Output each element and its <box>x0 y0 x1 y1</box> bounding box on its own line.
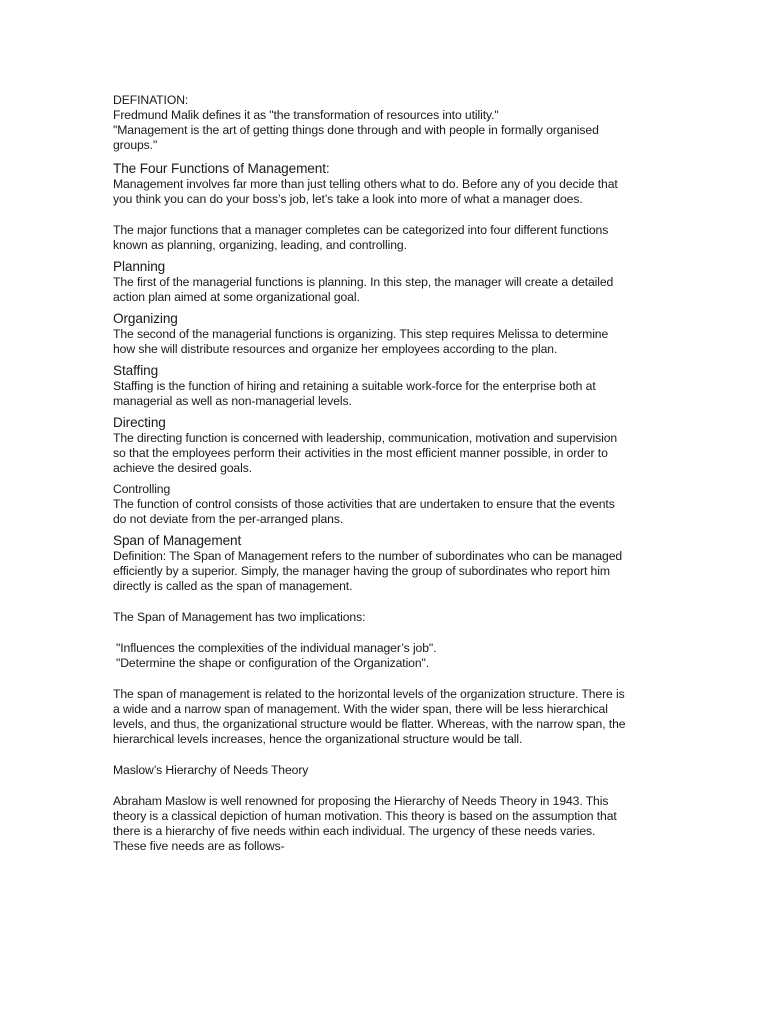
four-functions-para2-line: The major functions that a manager completes can be categorized into four different functions <box>113 223 609 237</box>
span-definition-line: directly is called as the span of management. <box>113 579 353 593</box>
definition-line: Fredmund Malik defines it as "the transformation of resources into utility." <box>113 108 499 122</box>
span-implication-item: "Determine the shape or configuration of the Organization". <box>116 656 430 670</box>
planning-heading: Planning <box>113 259 166 274</box>
maslow-line: theory is a classical depiction of human motivation. This theory is based on the assumption that <box>113 809 617 823</box>
staffing-line: managerial as well as non-managerial levels. <box>113 394 352 408</box>
directing-line: achieve the desired goals. <box>113 461 253 475</box>
definition-line: groups." <box>113 138 158 152</box>
directing-line: The directing function is concerned with leadership, communication, motivation and supervision <box>113 431 618 445</box>
organizing-line: how she will distribute resources and organize her employees according to the plan. <box>113 342 558 356</box>
four-functions-para2-line: known as planning, organizing, leading, and controlling. <box>113 238 407 252</box>
definition-heading: DEFINATION: <box>113 93 189 107</box>
span-levels-line: a wide and a narrow span of management. With the wider span, there will be less hierarchical <box>113 702 608 716</box>
maslow-heading: Maslow’s Hierarchy of Needs Theory <box>113 763 309 777</box>
four-functions-para1-line: you think you can do your boss’s job, let’s take a look into more of what a manager does. <box>113 192 583 206</box>
span-levels-line: levels, and thus, the organizational structure would be flatter. Whereas, with the narrow span, the <box>113 717 626 731</box>
span-definition-line: Definition: The Span of Management refers to the number of subordinates who can be managed <box>113 549 623 563</box>
directing-line: so that the employees perform their activities in the most efficient manner possible, in order to <box>113 446 608 460</box>
span-heading: Span of Management <box>113 533 242 548</box>
span-definition-line: efficiently by a superior. Simply, the manager having the group of subordinates who report him <box>113 564 610 578</box>
span-implications-intro: The Span of Management has two implications: <box>113 610 366 624</box>
controlling-line: do not deviate from the per-arranged plans. <box>113 512 344 526</box>
staffing-line: Staffing is the function of hiring and retaining a suitable work-force for the enterprise both at <box>113 379 596 393</box>
span-levels-line: hierarchical levels increases, hence the organizational structure would be tall. <box>113 732 523 746</box>
definition-line: "Management is the art of getting things done through and with people in formally organised <box>113 123 599 137</box>
planning-line: The first of the managerial functions is planning. In this step, the manager will create a detailed <box>113 275 614 289</box>
span-implication-item: "Influences the complexities of the individual manager’s job". <box>116 641 437 655</box>
staffing-heading: Staffing <box>113 363 159 378</box>
directing-heading: Directing <box>113 415 166 430</box>
four-functions-heading: The Four Functions of Management: <box>113 161 330 176</box>
planning-line: action plan aimed at some organizational goal. <box>113 290 360 304</box>
maslow-line: These five needs are as follows- <box>113 839 285 853</box>
maslow-line: there is a hierarchy of five needs within each individual. The urgency of these needs varies. <box>113 824 596 838</box>
maslow-line: Abraham Maslow is well renowned for proposing the Hierarchy of Needs Theory in 1943. This <box>113 794 609 808</box>
span-levels-line: The span of management is related to the horizontal levels of the organization structure. There is <box>113 687 625 701</box>
controlling-line: The function of control consists of those activities that are undertaken to ensure that the events <box>113 497 615 511</box>
four-functions-para1-line: Management involves far more than just telling others what to do. Before any of you decide that <box>113 177 618 191</box>
organizing-heading: Organizing <box>113 311 178 326</box>
document-page <box>113 93 653 854</box>
organizing-line: The second of the managerial functions is organizing. This step requires Melissa to determine <box>113 327 609 341</box>
controlling-heading: Controlling <box>113 482 171 496</box>
